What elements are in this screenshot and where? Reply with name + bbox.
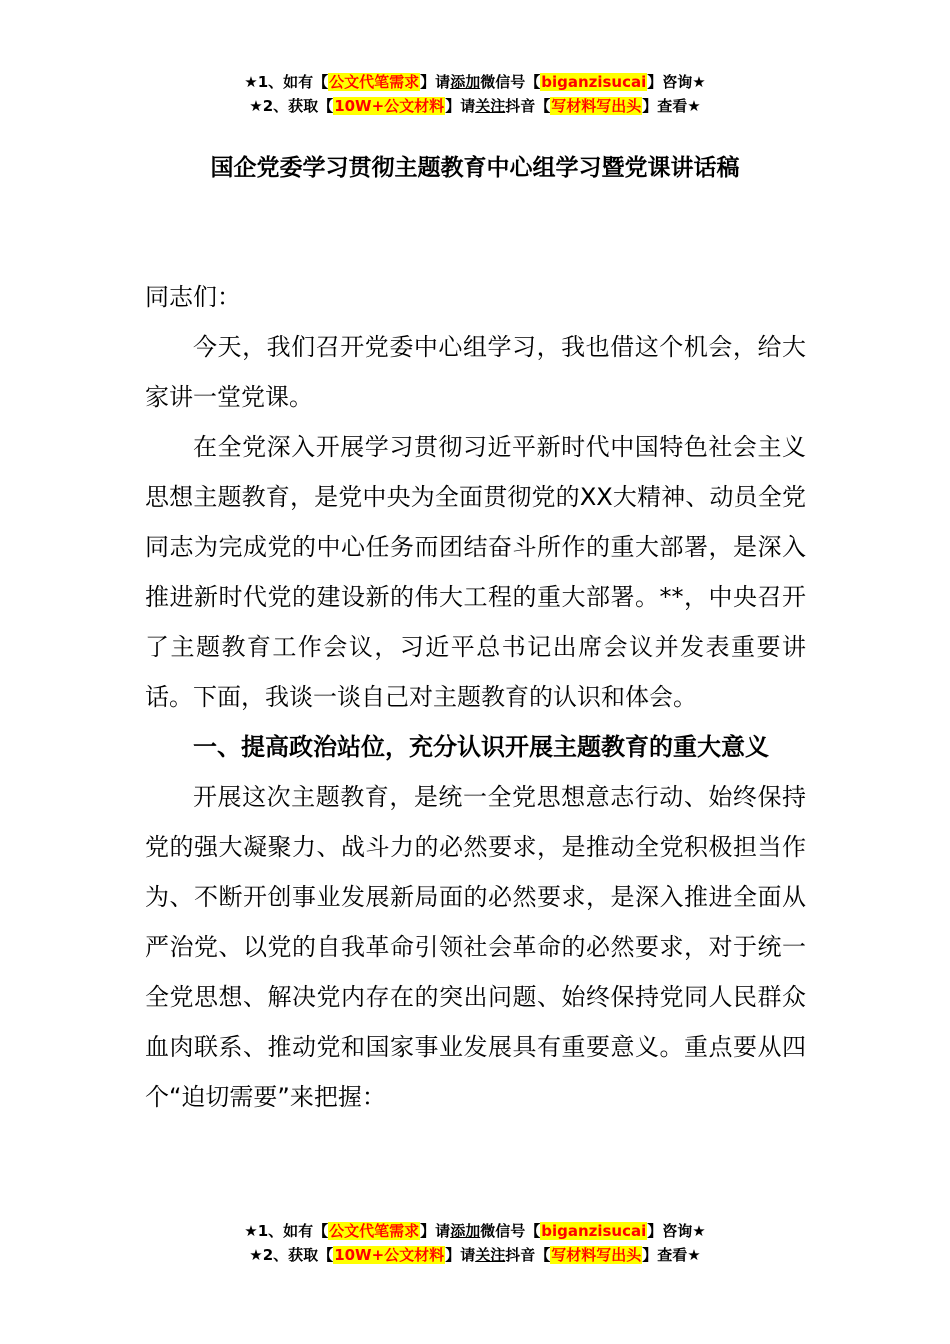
banner-text: 微信号【 (480, 1222, 541, 1240)
salutation: 同志们： (145, 283, 241, 311)
bottom-banner (0, 1219, 950, 1267)
banner-highlight: 写材料写出头 (551, 1246, 642, 1264)
paragraph: 开展这次主题教育，是统一全党思想意志行动、始终保持党的强大凝聚力、战斗力的必然要求，是推动全党积极担当作为、不断开创事业发展新局面的必然要求，是深入推进全面从严治党、以党的自我革命引领社会革命的必然要求，对于统一全党思想、解决党内存在的突出问题、始终保持党同人民群众血肉联系、推动党和国家事业发展具有重要意义。重点要从四个“迫切需要”来把握： (145, 783, 806, 1111)
banner-text: 微信号【 (480, 73, 541, 91)
banner-underlined-text: 关注 (475, 97, 506, 115)
document-title: 国企党委学习贯彻主题教育中心组学习暨党课讲话稿 (210, 155, 740, 181)
banner-text: 】请 (420, 1222, 451, 1240)
banner-text: 】请 (445, 1246, 476, 1264)
banner-text: ★1、如有【 (244, 73, 329, 91)
banner-highlight: 写材料写出头 (551, 97, 642, 115)
banner-underlined-text: 添加 (450, 73, 481, 91)
banner-text: 】咨询★ (647, 1222, 706, 1240)
banner-highlight: biganzisucai (541, 1222, 647, 1240)
banner-text: 抖音【 (505, 97, 551, 115)
banner-text: 】查看★ (642, 97, 701, 115)
banner-highlight: 公文代笔需求 (329, 73, 420, 91)
section-heading: 一、提高政治站位，充分认识开展主题教育的重大意义 (193, 733, 769, 761)
banner-highlight: biganzisucai (541, 73, 647, 91)
banner-line-2 (0, 94, 950, 118)
banner-underlined-text: 添加 (450, 1222, 481, 1240)
paragraph: 今天，我们召开党委中心组学习，我也借这个机会，给大家讲一堂党课。 (145, 333, 806, 411)
paragraph: 在全党深入开展学习贯彻习近平新时代中国特色社会主义思想主题教育，是党中央为全面贯彻党的XX大精神、动员全党同志为完成党的中心任务而团结奋斗所作的重大部署，是深入推进新时代党的建设新的伟大工程的重大部署。**，中央召开了主题教育工作会议，习近平总书记出席会议并发表重要讲话。下面，我谈一谈自己对主题教育的认识和体会。 (145, 433, 806, 711)
banner-text: ★2、获取【 (249, 1246, 334, 1264)
banner-highlight: 10W+公文材料 (334, 1246, 445, 1264)
document-body (145, 272, 806, 1122)
banner-text: ★1、如有【 (244, 1222, 329, 1240)
banner-text: 】咨询★ (647, 73, 706, 91)
banner-line-1 (0, 1219, 950, 1243)
banner-underlined-text: 关注 (475, 1246, 506, 1264)
top-banner (0, 70, 950, 118)
banner-text: ★2、获取【 (249, 97, 334, 115)
banner-line-1 (0, 70, 950, 94)
banner-highlight: 10W+公文材料 (334, 97, 445, 115)
banner-line-2 (0, 1243, 950, 1267)
banner-highlight: 公文代笔需求 (329, 1222, 420, 1240)
banner-text: 抖音【 (505, 1246, 551, 1264)
banner-text: 】请 (445, 97, 476, 115)
banner-text: 】查看★ (642, 1246, 701, 1264)
banner-text: 】请 (420, 73, 451, 91)
